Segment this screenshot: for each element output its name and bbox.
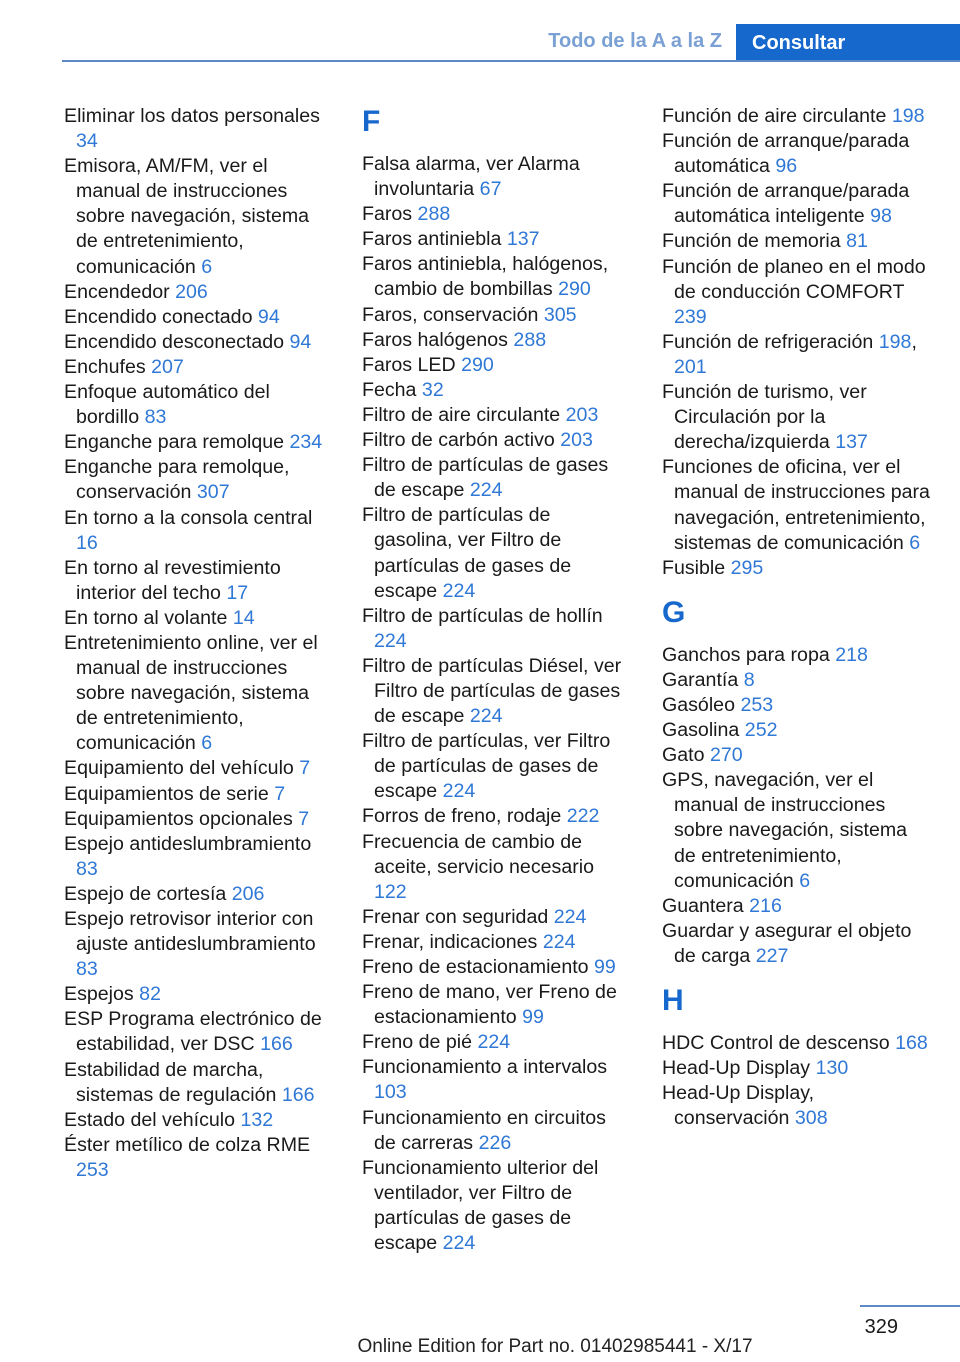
page-link[interactable]: 234 [289, 431, 323, 454]
entry-term: Filtro de partículas Diésel, ver Filtro de partículas de gases de escape [362, 654, 622, 728]
index-letter-f: F [362, 105, 381, 138]
index-entry [362, 1156, 630, 1256]
entry-term: Guardar y asegurar el objeto de carga [662, 919, 912, 967]
index-entry [362, 930, 630, 955]
index-entry [362, 1055, 630, 1105]
page-link[interactable]: 130 [815, 1057, 849, 1080]
entry-term: Equipamientos opcionales [64, 807, 293, 830]
entry-term: Éster metílico de colza RME [64, 1133, 311, 1156]
page-link[interactable]: 6 [201, 255, 213, 278]
page-link[interactable]: 288 [417, 203, 451, 226]
entry-term: Freno de pié [362, 1031, 473, 1054]
page-link[interactable]: 290 [558, 278, 591, 301]
entry-term: Encendedor [64, 280, 170, 303]
page-link[interactable]: 226 [478, 1131, 512, 1154]
page-link[interactable]: 132 [240, 1108, 274, 1131]
entry-term: Head-Up Display, conservación [662, 1082, 815, 1130]
index-entry [64, 832, 332, 882]
entry-term: Faros LED [362, 353, 456, 376]
page-link[interactable]: 34 [76, 130, 98, 153]
page-link[interactable]: 307 [196, 481, 230, 504]
page-link[interactable]: 32 [421, 378, 444, 401]
page-link[interactable]: 137 [835, 431, 868, 454]
entry-term: Enganche para remolque [64, 431, 285, 454]
entry-term: Filtro de partículas, ver Filtro de partículas de gases de escape [362, 730, 611, 803]
index-entry [362, 1106, 630, 1156]
page-number: 329 [864, 1316, 898, 1338]
index-entry [64, 1007, 332, 1057]
entry-term: Filtro de carbón activo [362, 429, 555, 452]
entry-term: Enchufes [64, 355, 146, 378]
page-link[interactable]: 14 [232, 606, 255, 629]
page-link[interactable]: 206 [231, 882, 265, 905]
index-entry [64, 606, 332, 631]
index-entry [662, 455, 930, 555]
page-link[interactable]: 96 [775, 155, 798, 178]
index-entry [362, 955, 630, 980]
entry-term: Espejos [64, 983, 134, 1006]
page-link[interactable]: 137 [506, 228, 540, 251]
index-entry [362, 378, 630, 403]
index-entry [64, 982, 332, 1007]
index-entry [362, 453, 630, 503]
header-rule [62, 60, 960, 62]
page-link[interactable]: 224 [553, 905, 587, 928]
entry-term: Equipamiento del vehículo [64, 757, 294, 780]
entry-term: En torno a la consola central [64, 506, 313, 529]
index-entry [362, 353, 630, 378]
page-link[interactable]: 295 [730, 556, 764, 579]
index-entry [662, 643, 930, 668]
index-entry [662, 1056, 930, 1081]
page-link[interactable]: 122 [374, 880, 407, 903]
page-link[interactable]: 252 [744, 719, 778, 742]
entry-term: Head-Up Display [662, 1057, 811, 1080]
entry-term: Funciones de oficina, ver el manual de instrucciones para navegación, entretenimiento, sistemas de comunicación [662, 456, 930, 554]
page-link[interactable]: 224 [469, 705, 503, 728]
index-entry [662, 104, 930, 129]
index-entry [64, 280, 332, 305]
entry-term: Gasolina [662, 719, 740, 742]
entry-term: Emisora, AM/FM, ver el manual de instrucciones sobre navegación, sistema de entretenimiento, comunicación [64, 155, 310, 278]
entry-term: Entretenimiento online, ver el manual de instrucciones sobre navegación, sistema de entretenimiento, comunicación [64, 631, 318, 755]
index-entry [64, 756, 332, 781]
entry-term: Forros de freno, rodaje [362, 805, 562, 828]
chapter-tab: Consultar [736, 24, 960, 62]
page-link[interactable]: 81 [846, 230, 868, 253]
index-entry [64, 506, 332, 556]
index-entry [362, 905, 630, 930]
page-link[interactable]: 207 [151, 355, 184, 378]
index-entry [362, 403, 630, 428]
entry-term: Filtro de aire circulante [362, 403, 561, 426]
index-entry [64, 330, 332, 355]
page-link[interactable]: 94 [257, 305, 280, 328]
index-entry [662, 1031, 930, 1056]
page-link[interactable]: 7 [274, 782, 286, 805]
page-link[interactable]: 308 [794, 1107, 828, 1130]
entry-term: Freno de estacionamiento [362, 956, 589, 978]
page-link[interactable]: 83 [76, 958, 98, 981]
entry-term: Función de planeo en el modo de conducción COMFORT [662, 255, 926, 303]
entry-term: Frecuencia de cambio de aceite, servicio necesario [362, 830, 594, 878]
index-entry [362, 604, 630, 654]
section-title: Todo de la A a la Z [548, 30, 722, 52]
page-link[interactable]: 224 [442, 579, 476, 602]
index-entry [64, 430, 332, 455]
page-link[interactable]: 166 [260, 1033, 293, 1056]
entry-term: Enfoque automático del bordillo [64, 381, 270, 429]
page-link[interactable]: 67 [479, 178, 502, 201]
index-entry [64, 455, 332, 505]
entry-term: Filtro de partículas de gasolina, ver Filtro de partículas de gases de escape [362, 504, 572, 602]
entry-term: Función de memoria [662, 230, 841, 253]
page-link[interactable]: 224 [374, 629, 407, 652]
entry-term: Faros antiniebla [362, 228, 502, 251]
index-entry [362, 227, 630, 252]
entry-term: Frenar, indicaciones [362, 930, 538, 953]
entry-term: Encendido conectado [64, 305, 253, 328]
entry-term: Funcionamiento ulterior del ventilador, ver Filtro de partículas de gases de escape [362, 1156, 599, 1255]
index-entry [362, 202, 630, 227]
index-entry [64, 1058, 332, 1108]
index-entry [662, 380, 930, 455]
index-entry [662, 743, 930, 768]
page-link[interactable]: 218 [835, 643, 868, 666]
entry-term: Función de aire circulante [662, 105, 887, 127]
page-link[interactable]: 239 [674, 305, 707, 328]
index-entry [64, 104, 332, 154]
entry-term: Faros halógenos [362, 328, 508, 351]
page-link[interactable]: 203 [560, 429, 593, 452]
page-link[interactable]: 83 [76, 857, 98, 880]
page-link[interactable]: 99 [594, 956, 616, 978]
entry-term: Gato [662, 744, 705, 767]
entry-term: Frenar con seguridad [362, 905, 549, 928]
index-entry [362, 1030, 630, 1055]
index-entry [362, 729, 630, 804]
page-link[interactable]: 83 [144, 406, 167, 429]
entry-term: Fusible [662, 556, 726, 579]
page-link[interactable]: 222 [566, 805, 600, 828]
entry-term: En torno al revestimiento interior del techo [64, 556, 281, 604]
page-link[interactable]: 203 [565, 403, 599, 426]
entry-term: Faros, conservación [362, 303, 539, 326]
page-link[interactable]: 98 [870, 205, 892, 228]
page-link[interactable]: 6 [201, 732, 213, 755]
entry-term: Filtro de partículas de hollín [362, 604, 603, 627]
entry-term: Espejo antideslumbramiento [64, 832, 312, 855]
entry-term: Encendido desconectado [64, 330, 285, 353]
entry-term: Estabilidad de marcha, sistemas de regulación [64, 1058, 277, 1106]
page-header [62, 24, 960, 62]
entry-term: GPS, navegación, ver el manual de instrucciones sobre navegación, sistema de entretenimiento, comunicación [662, 769, 908, 892]
page-link[interactable]: 270 [709, 744, 743, 767]
page-link[interactable]: 99 [522, 1006, 544, 1029]
footer-rule [860, 1305, 960, 1307]
index-entry [64, 355, 332, 380]
entry-term: Ganchos para ropa [662, 643, 830, 666]
page-link[interactable]: 103 [374, 1081, 407, 1104]
entry-term: Función de arranque/parada automática inteligente [662, 180, 910, 228]
index-entry [362, 654, 630, 729]
index-entry [362, 804, 630, 829]
index-entry [64, 380, 332, 430]
index-entry [64, 556, 332, 606]
entry-term: Falsa alarma, ver Alarma involuntaria [362, 153, 580, 201]
entry-term: Garantía [662, 668, 739, 691]
entry-term: Enganche para remolque, conservación [64, 456, 290, 504]
page-link[interactable]: 6 [799, 869, 811, 892]
entry-term: Filtro de partículas de gases de escape [362, 454, 609, 502]
page-link[interactable]: 224 [442, 1232, 476, 1255]
page-link[interactable]: 224 [469, 479, 503, 502]
index-entry [64, 631, 332, 756]
index-entry: Función de refrigeración 198, 201 [662, 330, 917, 378]
entry-term: Función de arranque/parada automática [662, 130, 910, 178]
index-entry [362, 503, 630, 603]
page-link[interactable]: 288 [513, 328, 547, 351]
index-entry [64, 154, 332, 279]
index-entry [64, 907, 332, 982]
page-link[interactable]: 7 [298, 807, 310, 830]
page-link[interactable]: 198 [878, 330, 912, 353]
entry-term: Función de turismo, ver Circulación por la derecha/izquierda [662, 381, 867, 454]
index-entry [662, 668, 930, 693]
page-link[interactable]: 17 [226, 581, 249, 604]
index-entry [362, 328, 630, 353]
page-link[interactable]: 227 [755, 944, 789, 967]
index-entry [64, 305, 332, 330]
index-entry [662, 255, 930, 330]
index-entry [662, 693, 930, 718]
entry-term: Guantera [662, 894, 744, 917]
index-letter-h: H [662, 984, 684, 1017]
index-entry [362, 303, 630, 328]
index-entry [662, 894, 930, 919]
entry-term: Fecha [362, 378, 417, 401]
page-link[interactable]: 201 [674, 355, 707, 378]
page-link[interactable]: 224 [442, 780, 476, 803]
index-entry [662, 556, 930, 581]
entry-term: Espejo de cortesía [64, 882, 227, 905]
page-link[interactable]: 82 [139, 983, 161, 1006]
index-entry [662, 919, 930, 969]
index-entry [362, 980, 630, 1030]
page-link[interactable]: 16 [76, 531, 98, 554]
entry-term: Gasóleo [662, 693, 735, 716]
index-column-3 [662, 104, 930, 1131]
index-entry [64, 1133, 332, 1183]
edition-note: Online Edition for Part no. 01402985441 - X/17 [357, 1336, 753, 1357]
index-entry [362, 152, 630, 202]
page-link[interactable]: 224 [542, 930, 576, 953]
entry-term: Faros [362, 203, 413, 226]
index-entry [662, 768, 930, 893]
index-entry [362, 428, 630, 453]
page-link[interactable]: 206 [175, 280, 208, 303]
page-link[interactable]: 253 [740, 693, 774, 716]
entry-term: Funcionamiento en circuitos de carreras [362, 1106, 606, 1154]
entry-term: Espejo retrovisor interior con ajuste antideslumbramiento [64, 908, 316, 956]
index-entry [64, 1108, 332, 1133]
page-link[interactable]: 94 [289, 330, 312, 353]
page-link[interactable]: 305 [543, 303, 577, 326]
index-entry [662, 229, 930, 254]
entry-term: En torno al volante [64, 606, 228, 629]
index-entry [662, 1081, 930, 1131]
page-link[interactable]: 198 [891, 105, 925, 127]
index-column-1 [64, 104, 332, 1183]
page-link[interactable]: 8 [743, 668, 755, 691]
entry-term: HDC Control de descenso [662, 1032, 890, 1054]
index-letter-g: G [662, 595, 686, 629]
index-column-2 [362, 104, 630, 1256]
page-link[interactable]: 290 [461, 353, 494, 376]
index-entry [362, 252, 630, 302]
index-entry [662, 718, 930, 743]
index-entry [64, 782, 332, 807]
page-link[interactable]: 216 [749, 894, 782, 917]
index-entry [362, 830, 630, 905]
index-entry [64, 882, 332, 907]
entry-term: Freno de mano, ver Freno de estacionamiento [362, 981, 617, 1029]
entry-term: Funcionamiento a intervalos [362, 1056, 608, 1079]
index-entry [662, 129, 930, 179]
page-link[interactable]: 253 [76, 1158, 109, 1181]
entry-term: ESP Programa electrónico de estabilidad, ver DSC [64, 1008, 322, 1056]
entry-term: Equipamientos de serie [64, 782, 269, 805]
entry-term: Estado del vehículo [64, 1108, 236, 1131]
entry-term: Faros antiniebla, halógenos, cambio de bombillas [362, 253, 609, 301]
entry-term: Eliminar los datos personales [64, 105, 320, 127]
index-entry [662, 179, 930, 229]
page-link[interactable]: 168 [895, 1032, 928, 1054]
page-link[interactable]: 6 [909, 531, 921, 554]
entry-term: Función de refrigeración [662, 330, 874, 353]
page-link[interactable]: 224 [477, 1031, 511, 1054]
page-link[interactable]: 166 [281, 1083, 315, 1106]
page-link[interactable]: 7 [299, 757, 311, 780]
index-entry [64, 807, 332, 832]
